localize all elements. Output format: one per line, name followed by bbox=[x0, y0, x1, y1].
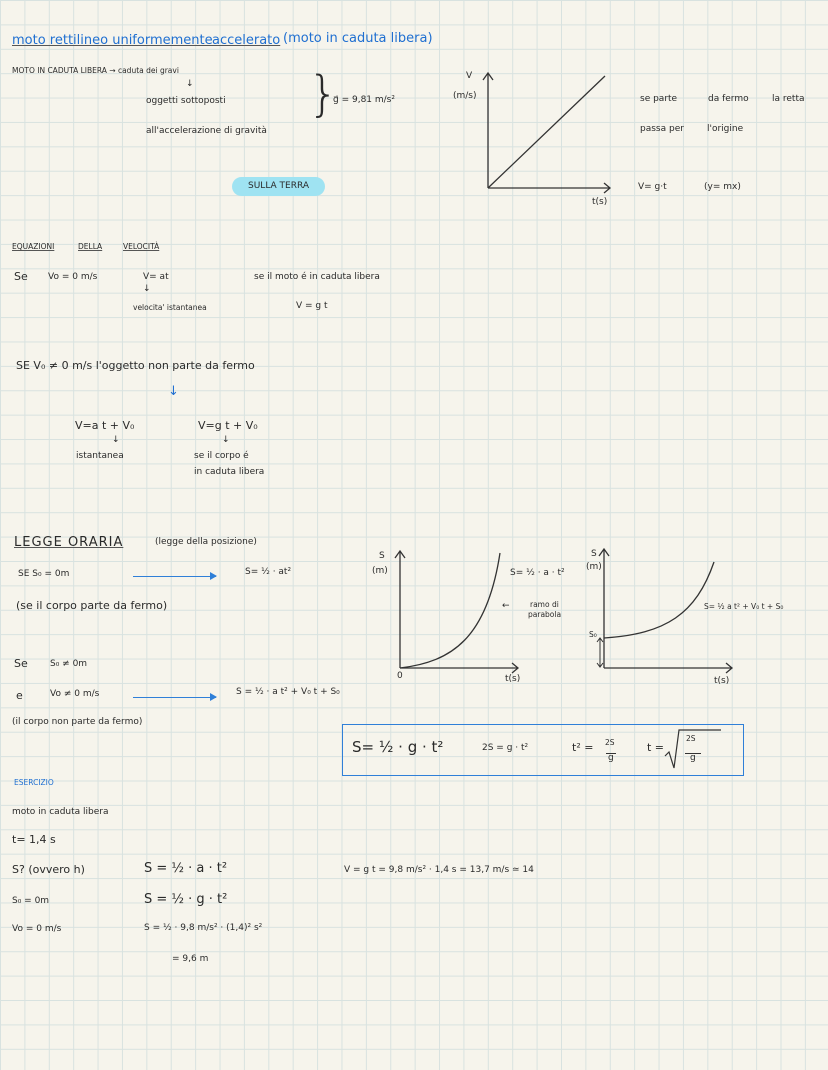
arrow-1 bbox=[133, 576, 216, 577]
vel-note2a: passa per bbox=[640, 124, 684, 134]
esercizio-v-calc: V = g t = 9,8 m/s² · 1,4 s = 13,7 m/s ≃ 14 bbox=[344, 865, 534, 875]
title-part1: moto rettilineo uniformemente bbox=[12, 33, 213, 48]
pos2-xlabel: t(s) bbox=[714, 676, 730, 686]
intro-line1: oggetti sottoposti bbox=[146, 96, 226, 106]
v0-zero: Vo = 0 m/s bbox=[48, 272, 98, 282]
velocity-heading-1: EQUAZIONI bbox=[12, 242, 55, 251]
eq-gt-v0-arrow: ↓ bbox=[222, 435, 230, 445]
pos1-ylabel: S bbox=[379, 551, 385, 561]
box-formula-3-num: 2S bbox=[605, 738, 615, 747]
legge-oraria-heading: LEGGE ORARIA bbox=[14, 535, 124, 550]
esercizio-t: t= 1,4 s bbox=[12, 833, 56, 846]
se-label: Se bbox=[14, 657, 28, 670]
title-part2: accelerato bbox=[212, 33, 281, 48]
s0-non-zero: S₀ ≠ 0m bbox=[50, 659, 88, 669]
velocity-graph bbox=[480, 70, 620, 200]
box-formula-4-num: 2S bbox=[686, 734, 696, 743]
ramo-note-2: parabola bbox=[528, 610, 562, 619]
s-formula-fermo: S= ½ · at² bbox=[245, 567, 292, 577]
istantanea-note: istantanea bbox=[76, 451, 124, 461]
pos2-formula: S= ½ a t² + V₀ t + S₀ bbox=[704, 602, 784, 611]
box-formula-3-den: g bbox=[608, 753, 614, 763]
velocita-istantanea: velocita' istantanea bbox=[133, 303, 207, 312]
g-value: g⃗ = 9,81 m/s² bbox=[333, 95, 395, 105]
box-formula-4-den: g bbox=[685, 753, 701, 763]
caduta-note: se il moto é in caduta libera bbox=[254, 272, 380, 282]
title-part3: (moto in caduta libera) bbox=[283, 31, 433, 46]
esercizio-v0: Vo = 0 m/s bbox=[12, 924, 62, 934]
v-gt: V = g t bbox=[296, 301, 328, 311]
esercizio-s3: S = ½ · 9,8 m/s² · (1,4)² s² bbox=[144, 923, 263, 933]
fermo-note: (se il corpo parte da fermo) bbox=[16, 599, 168, 612]
pos2-s0: S₀ bbox=[589, 630, 597, 639]
vel-graph-xlabel: t(s) bbox=[592, 197, 608, 207]
eq-at-v0-arrow: ↓ bbox=[112, 435, 120, 445]
vel-formula: V= g·t bbox=[638, 182, 667, 192]
v-at: V= at bbox=[143, 272, 169, 282]
esercizio-s1: S = ½ · a · t² bbox=[144, 861, 228, 876]
esercizio-s4: = 9,6 m bbox=[172, 954, 209, 964]
arrow-2 bbox=[133, 697, 216, 698]
box-formula-1: S= ½ · g · t² bbox=[352, 738, 444, 756]
eq-gt-v0: V=g t + V₀ bbox=[198, 419, 258, 432]
non-zero-line: SE V₀ ≠ 0 m/s l'oggetto non parte da fermo bbox=[16, 359, 255, 372]
se-s0-zero: SE S₀ = 0m bbox=[18, 569, 70, 579]
pos1-arrow: ← bbox=[502, 601, 510, 611]
pos2-yunit: (m) bbox=[586, 562, 602, 572]
vel-linear: (y= mx) bbox=[704, 182, 741, 192]
vel-graph-yunit: (m/s) bbox=[453, 91, 477, 101]
v-at-arrow: ↓ bbox=[143, 284, 151, 294]
esercizio-s-q: S? (ovvero h) bbox=[12, 863, 85, 876]
caduta-note-2: in caduta libera bbox=[194, 467, 265, 477]
vel-note1a: se parte bbox=[640, 94, 678, 104]
velocity-heading-3: VELOCITÀ bbox=[123, 242, 160, 251]
e-label: e bbox=[16, 689, 23, 702]
velocity-se: Se bbox=[14, 270, 28, 283]
caduta-note-1: se il corpo é bbox=[194, 451, 249, 461]
s-full: S = ½ · a t² + V₀ t + S₀ bbox=[236, 687, 340, 697]
intro-label: MOTO IN CADUTA LIBERA → caduta dei gravi bbox=[12, 66, 179, 75]
sulla-terra-badge: SULLA TERRA bbox=[232, 177, 325, 196]
esercizio-s0: S₀ = 0m bbox=[12, 896, 50, 906]
box-formula-2: 2S = g · t² bbox=[482, 743, 529, 753]
vel-note1b: da fermo bbox=[708, 94, 749, 104]
velocity-heading-2: DELLA bbox=[78, 242, 103, 251]
pos2-ylabel: S bbox=[591, 549, 597, 559]
intro-line2: all'accelerazione di gravità bbox=[146, 126, 267, 136]
pos1-formula: S= ½ · a · t² bbox=[510, 568, 565, 578]
intro-brace: } bbox=[308, 66, 339, 122]
box-formula-3-lhs: t² = bbox=[572, 741, 594, 754]
esercizio-s2: S = ½ · g · t² bbox=[144, 892, 228, 907]
pos1-origin: 0 bbox=[397, 671, 403, 681]
legge-oraria-sub: (legge della posizione) bbox=[155, 537, 257, 547]
non-fermo-note: (il corpo non parte da fermo) bbox=[12, 717, 143, 727]
vel-graph-ylabel: V bbox=[466, 71, 473, 81]
intro-arrow: ↓ bbox=[186, 79, 194, 89]
esercizio-heading: ESERCIZIO bbox=[14, 778, 54, 787]
esercizio-moto: moto in caduta libera bbox=[12, 807, 109, 817]
ramo-note-1: ramo di bbox=[530, 600, 559, 609]
vel-note2b: l'origine bbox=[707, 124, 744, 134]
vel-note1c: la retta bbox=[772, 94, 805, 104]
v0-non-zero: Vo ≠ 0 m/s bbox=[50, 689, 100, 699]
pos1-yunit: (m) bbox=[372, 566, 388, 576]
box-formula-4-lhs: t = bbox=[647, 741, 665, 754]
non-zero-arrow: ↓ bbox=[168, 384, 179, 399]
eq-at-v0: V=a t + V₀ bbox=[75, 419, 135, 432]
pos1-xlabel: t(s) bbox=[505, 674, 521, 684]
